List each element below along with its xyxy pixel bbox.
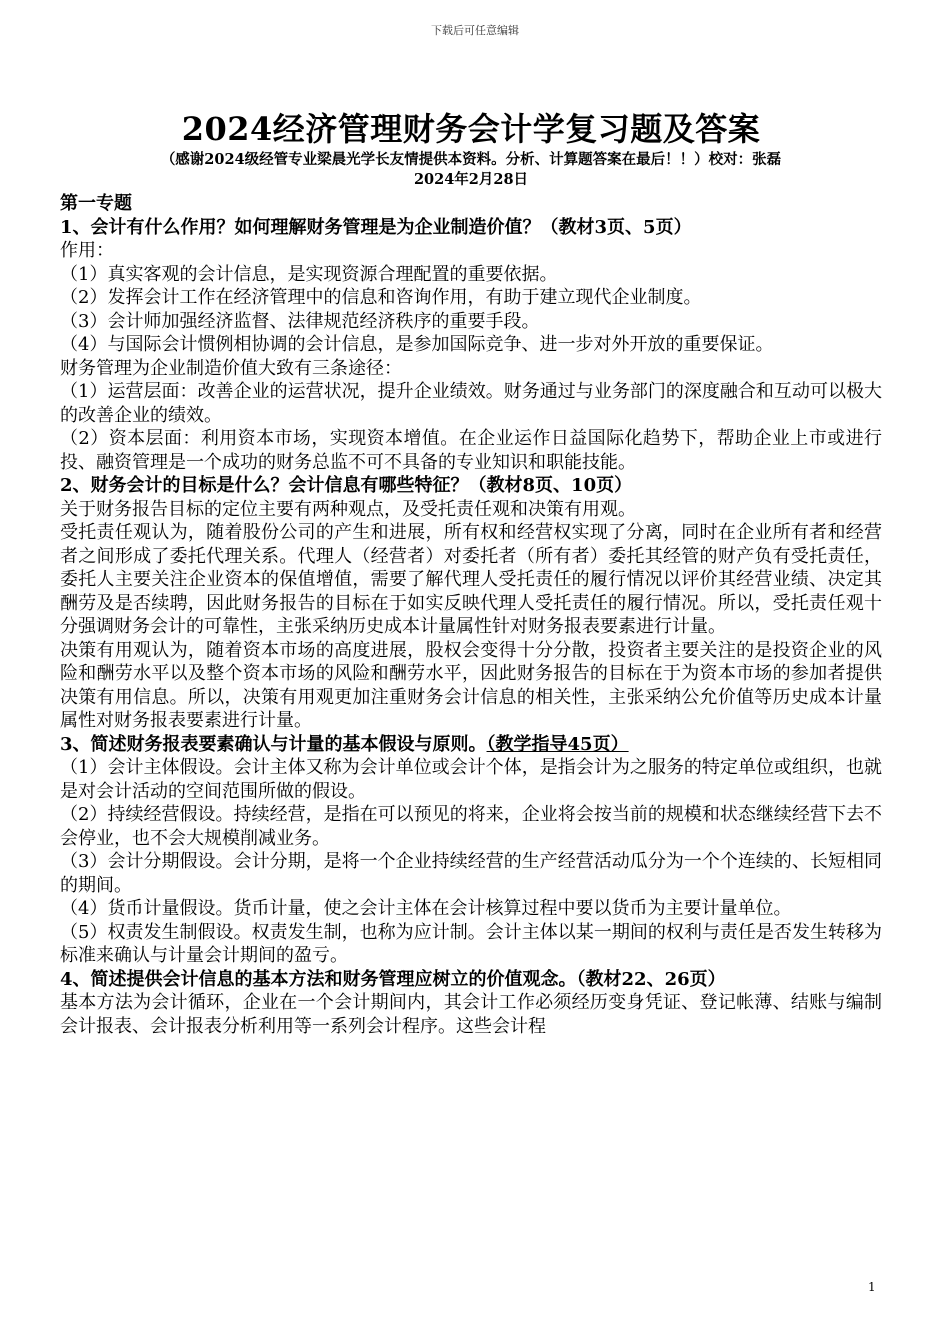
question-1-title: 1、会计有什么作用？如何理解财务管理是为企业制造价值？（教材3页、5页） — [60, 216, 692, 238]
paragraph: （2）发挥会计工作在经济管理中的信息和咨询作用，有助于建立现代企业制度。 — [60, 287, 702, 308]
section-title: 第一专题 — [60, 193, 132, 214]
header-note: 下载后可任意编辑 — [431, 24, 519, 37]
paragraph: （1）真实客观的会计信息，是实现资源合理配置的重要依据。 — [60, 263, 558, 285]
document-body — [60, 110, 882, 1038]
document-date: 2024年2月28日 — [413, 171, 529, 188]
paragraph: （3）会计师加强经济监督、法律规范经济秩序的重要手段。 — [60, 310, 540, 332]
page-number: 1 — [868, 1280, 876, 1294]
question-2-title: 2、财务会计的目标是什么？会计信息有哪些特征？（教材8页、10页） — [60, 475, 633, 496]
paragraph: （2）资本层面：利用资本市场，实现资本增值。在企业运作日益国际化趋势下，帮助企业上市或进行投、融资管理是一个成功的财务总监不可不具备的专业知识和职能技能。 — [60, 428, 882, 473]
paragraph: 财务管理为企业制造价值大致有三条途径： — [60, 357, 402, 379]
paragraph: （5）权责发生制假设。权责发生制，也称为应计制。会计主体以某一期间的权利与责任是否发生转移为标准来确认与计量会计期间的盈亏。 — [60, 921, 882, 966]
paragraph: 作用： — [60, 240, 114, 261]
paragraph: （3）会计分期假设。会计分期，是将一个企业持续经营的生产经营活动瓜分为一个个连续的、长短相同的期间。 — [60, 851, 882, 896]
paragraph: （4）货币计量假设。货币计量，使之会计主体在会计核算过程中要以货币为主要计量单位。 — [60, 898, 792, 919]
page-title: 2024经济管理财务会计学复习题及答案 — [181, 110, 761, 148]
paragraph: 受托责任观认为，随着股份公司的产生和进展，所有权和经营权实现了分离，同时在企业所有者和经营者之间形成了委托代理关系。代理人（经营者）对委托者（所有者）委托其经管的财产负有受托责任，委托人主要关注企业资本的保值增值，需要了解代理人受托责任的履行情况以评价其经营业绩、决定其酬劳及是否续聘，因此财务报告的目标在于如实反映代理人受托责任的履行情况。所以，受托责任观十分强调财务会计的可靠性，主张采纳历史成本计量属性针对财务报表要素进行计量。 — [60, 522, 882, 637]
question-4-title: 4、简述提供会计信息的基本方法和财务管理应树立的价值观念。（教材22、26页） — [60, 968, 726, 990]
paragraph: 基本方法为会计循环，企业在一个会计期间内，其会计工作必须经历变身凭证、登记帐薄、结账与编制会计报表、会计报表分析利用等一系列会计程序。这些会计程 — [60, 992, 882, 1037]
paragraph: （4）与国际会计惯例相协调的会计信息，是参加国际竞争、进一步对外开放的重要保证。 — [60, 334, 774, 355]
question-3-title-main: 3、简述财务报表要素确认与计量的基本假设与原则。 — [60, 733, 487, 755]
paragraph: （1）运营层面：改善企业的运营状况，提升企业绩效。财务通过与业务部门的深度融合和互动可以极大的改善企业的绩效。 — [60, 381, 882, 426]
subtitle: （感谢2024级经管专业梁晨光学长友情提供本资料。分析、计算题答案在最后！！）校对：张磊 — [160, 151, 782, 168]
paragraph: 决策有用观认为，随着资本市场的高度进展，股权会变得十分分散，投资者主要关注的是投资企业的风险和酬劳水平以及整个资本市场的风险和酬劳水平，因此财务报告的目标在于为资本市场的参加者提供决策有用信息。所以，决策有用观更加注重财务会计信息的相关性，主张采纳公允价值等历史成本计量属性对财务报表要素进行计量。 — [60, 639, 882, 731]
question-3-reference: （教学指导45页） — [486, 733, 629, 755]
paragraph: 关于财务报告目标的定位主要有两种观点，及受托责任观和决策有用观。 — [60, 498, 636, 520]
question-3-title — [60, 733, 882, 757]
paragraph: （2）持续经营假设。持续经营，是指在可以预见的将来，企业将会按当前的规模和状态继续经营下去不会停业，也不会大规模削减业务。 — [60, 804, 882, 849]
paragraph: （1）会计主体假设。会计主体又称为会计单位或会计个体，是指会计为之服务的特定单位或组织，也就是对会计活动的空间范围所做的假设。 — [60, 757, 882, 802]
